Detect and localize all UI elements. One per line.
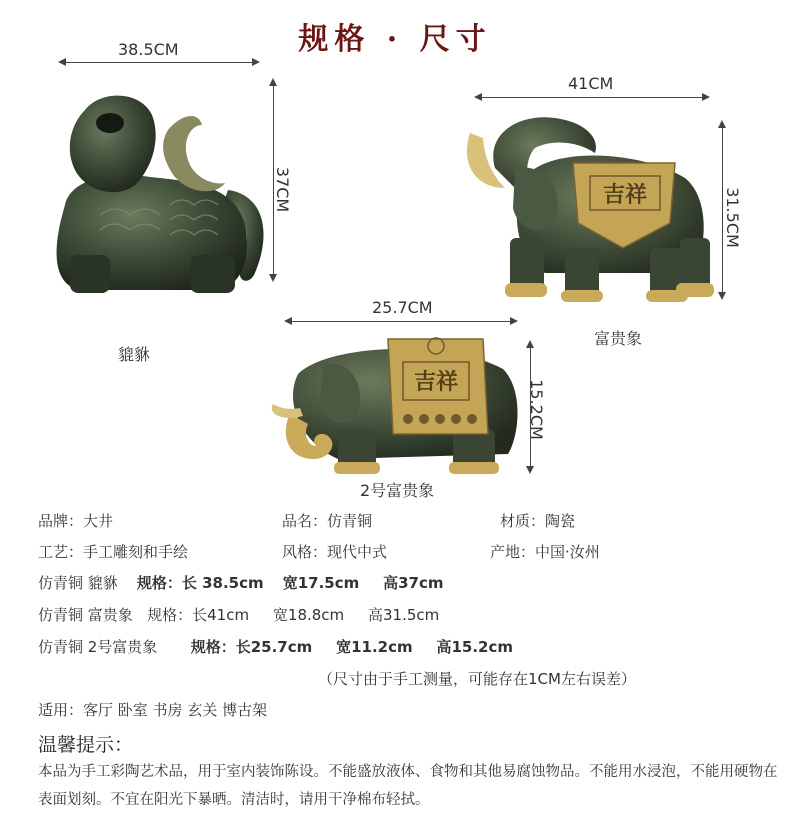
usage-value: 客厅 卧室 书房 玄关 博古架 xyxy=(83,701,268,719)
elephant2-width-label: 25.7CM xyxy=(372,298,433,317)
style-row xyxy=(282,541,387,562)
material-row xyxy=(500,510,575,531)
size-length: 长25.7cm xyxy=(235,638,313,656)
size-length: 长41cm xyxy=(192,606,250,624)
usage-row xyxy=(38,699,267,720)
elephant2-name: 2号富贵象 xyxy=(360,481,435,500)
pixiu-name: 貔貅 xyxy=(118,345,151,364)
elephant-figure xyxy=(455,108,715,308)
material-label: 材质： xyxy=(500,512,546,530)
size-height: 高37cm xyxy=(383,574,444,592)
arrow-right xyxy=(702,93,710,101)
arrow-left xyxy=(284,317,292,325)
arrow-down xyxy=(718,292,726,300)
size-height: 高31.5cm xyxy=(368,606,440,624)
size-row-elephant2 xyxy=(38,636,513,657)
origin-label: 产地： xyxy=(490,543,536,561)
arrow-right xyxy=(252,58,260,66)
brand-value: 大井 xyxy=(83,512,114,530)
tips-text: 本品为手工彩陶艺术品，用于室内装饰陈设。不能盛放液体、食物和其他易腐蚀物品。不能用水浸泡，不能用硬物在表面划刻。不宜在阳光下暴晒。清洁时，请用干净棉布轻拭。 xyxy=(38,764,778,808)
size-prefix: 仿青铜 富贵象 xyxy=(38,606,133,624)
arrow-down xyxy=(269,274,277,282)
size-note: （尺寸由于手工测量，可能存在1CM左右误差） xyxy=(318,670,636,688)
arrow-left xyxy=(474,93,482,101)
brand-label: 品牌： xyxy=(38,512,84,530)
pixiu-height-label: 37CM xyxy=(273,166,293,213)
pixiu-width-label: 38.5CM xyxy=(118,40,179,59)
product-value: 仿青铜 xyxy=(327,512,373,530)
page-title: 规格 · 尺寸 xyxy=(298,22,492,57)
size-width: 宽18.8cm xyxy=(272,606,345,624)
elephant-name: 富贵象 xyxy=(594,329,643,348)
elephant2-width-line xyxy=(288,321,514,322)
arrow-down xyxy=(526,466,534,474)
size-label: 规格： xyxy=(147,606,193,624)
arrow-up xyxy=(718,120,726,128)
origin-value: 中国·汝州 xyxy=(535,543,600,561)
pixiu-figure xyxy=(40,85,270,300)
material-value: 陶瓷 xyxy=(545,512,576,530)
size-height: 高15.2cm xyxy=(436,638,513,656)
elephant-height-label: 31.5CM xyxy=(722,187,742,248)
elephant-saddle-text: 吉祥 xyxy=(602,182,648,208)
style-label: 风格： xyxy=(282,543,328,561)
elephant2-figure xyxy=(268,334,523,479)
size-row-elephant xyxy=(38,604,439,625)
arrow-up xyxy=(526,340,534,348)
product-label: 品名： xyxy=(282,512,328,530)
origin-row xyxy=(490,541,600,562)
elephant2-height-label: 15.2CM xyxy=(526,379,546,440)
size-width: 宽11.2cm xyxy=(336,638,413,656)
craft-value: 手工雕刻和手绘 xyxy=(83,543,189,561)
size-label: 规格： xyxy=(136,574,182,592)
arrow-left xyxy=(58,58,66,66)
pixiu-width-line xyxy=(62,62,256,63)
craft-label: 工艺： xyxy=(38,543,84,561)
elephant2-saddle-text: 吉祥 xyxy=(413,369,459,395)
tips-heading: 温馨提示： xyxy=(38,734,134,756)
craft-row xyxy=(38,541,188,562)
brand-row xyxy=(38,510,113,531)
arrow-right xyxy=(510,317,518,325)
size-label: 规格： xyxy=(190,638,236,656)
size-row-pixiu xyxy=(38,572,444,593)
elephant-width-label: 41CM xyxy=(568,74,614,93)
product-row xyxy=(282,510,372,531)
size-prefix: 仿青铜 貔貅 xyxy=(38,574,118,592)
size-length: 长 38.5cm xyxy=(181,574,264,592)
arrow-up xyxy=(269,78,277,86)
style-value: 现代中式 xyxy=(327,543,388,561)
size-prefix: 仿青铜 2号富贵象 xyxy=(38,638,158,656)
elephant-width-line xyxy=(478,97,706,98)
usage-label: 适用： xyxy=(38,701,84,719)
size-width: 宽17.5cm xyxy=(282,574,360,592)
